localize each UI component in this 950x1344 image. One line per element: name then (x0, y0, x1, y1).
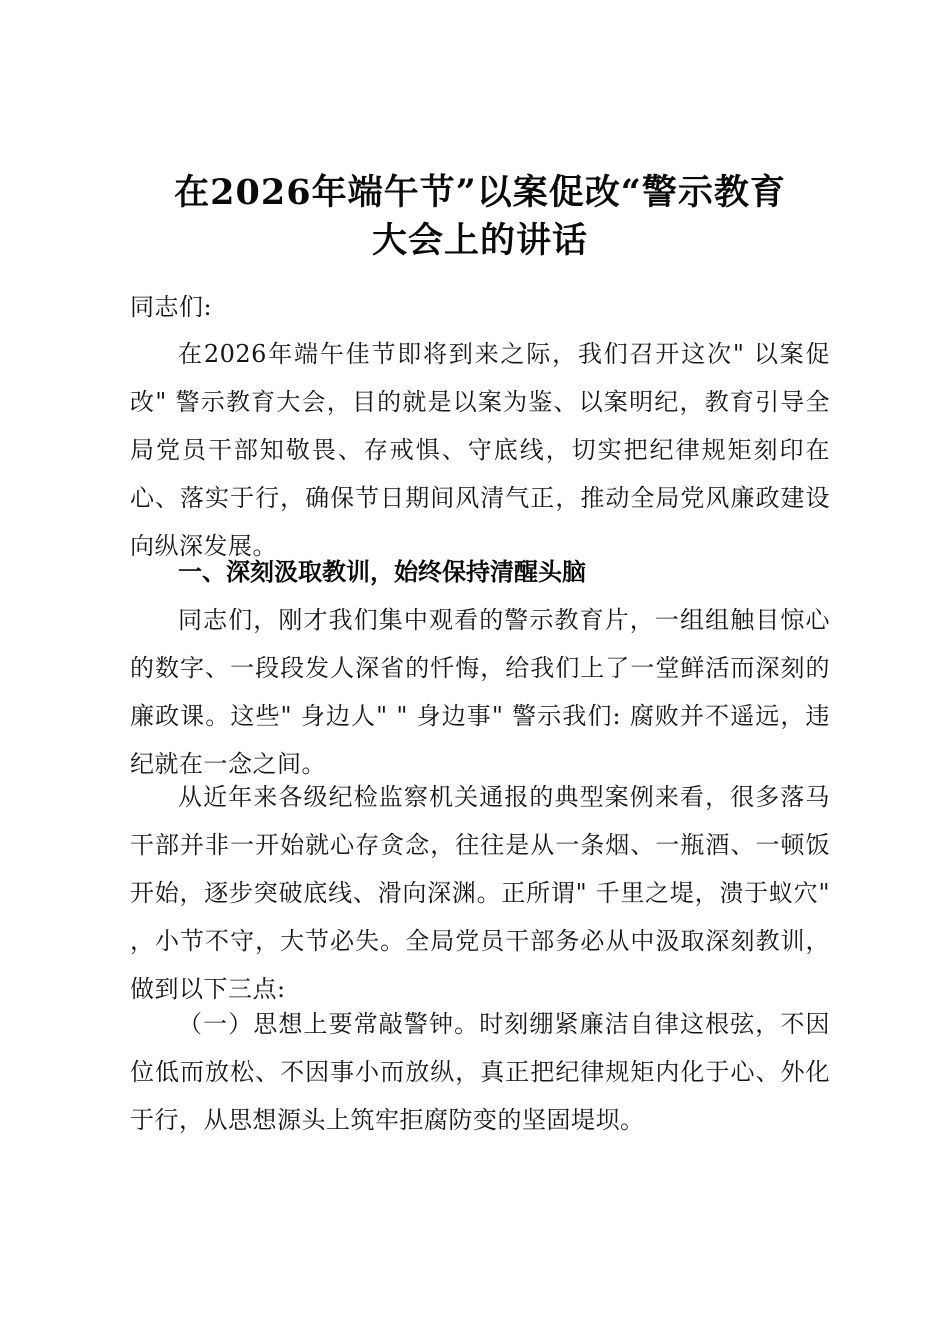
document-title-line-1: 在2026年端午节”以案促改“警示教育 (174, 172, 786, 213)
section-heading-1: 一、深刻汲取教训，始终保持清醒头脑 (178, 557, 586, 586)
paragraph-point-one: （一）思想上要常敲警钟。时刻绷紧廉洁自律这根弦，不因位低而放松、不因事小而放纵，真正把纪律规矩内化于心、外化于行，从思想源头上筑牢拒腐防变的坚固堤坝。 (130, 1010, 830, 1134)
salutation: 同志们: (130, 293, 213, 321)
paragraph-warning-film: 同志们，刚才我们集中观看的警示教育片，一组组触目惊心的数字、一段段发人深省的忏悔，给我们上了一堂鲜活而深刻的廉政课。这些" 身边人" " 身边事" 警示我们: 腐败并不遥远，违纪就在一念之间。 (130, 606, 830, 778)
paragraph-typical-cases: 从近年来各级纪检监察机关通报的典型案例来看，很多落马干部并非一开始就心存贪念，往往是从一条烟、一瓶酒、一顿饭开始，逐步突破底线、滑向深渊。正所谓" 千里之堤，溃于蚁穴" ，小节不守，大节必失。全局党员干部务必从中汲取深刻教训，做到以下三点: (130, 783, 830, 1003)
paragraph-intro: 在2026年端午佳节即将到来之际，我们召开这次" 以案促改" 警示教育大会，目的就是以案为鉴、以案明纪，教育引导全局党员干部知敬畏、存戒惧、守底线，切实把纪律规矩刻印在心、落实于行，确保节日期间风清气正，推动全局党风廉政建设向纵深发展。 (130, 340, 830, 560)
document-title-line-2: 大会上的讲话 (371, 220, 588, 261)
